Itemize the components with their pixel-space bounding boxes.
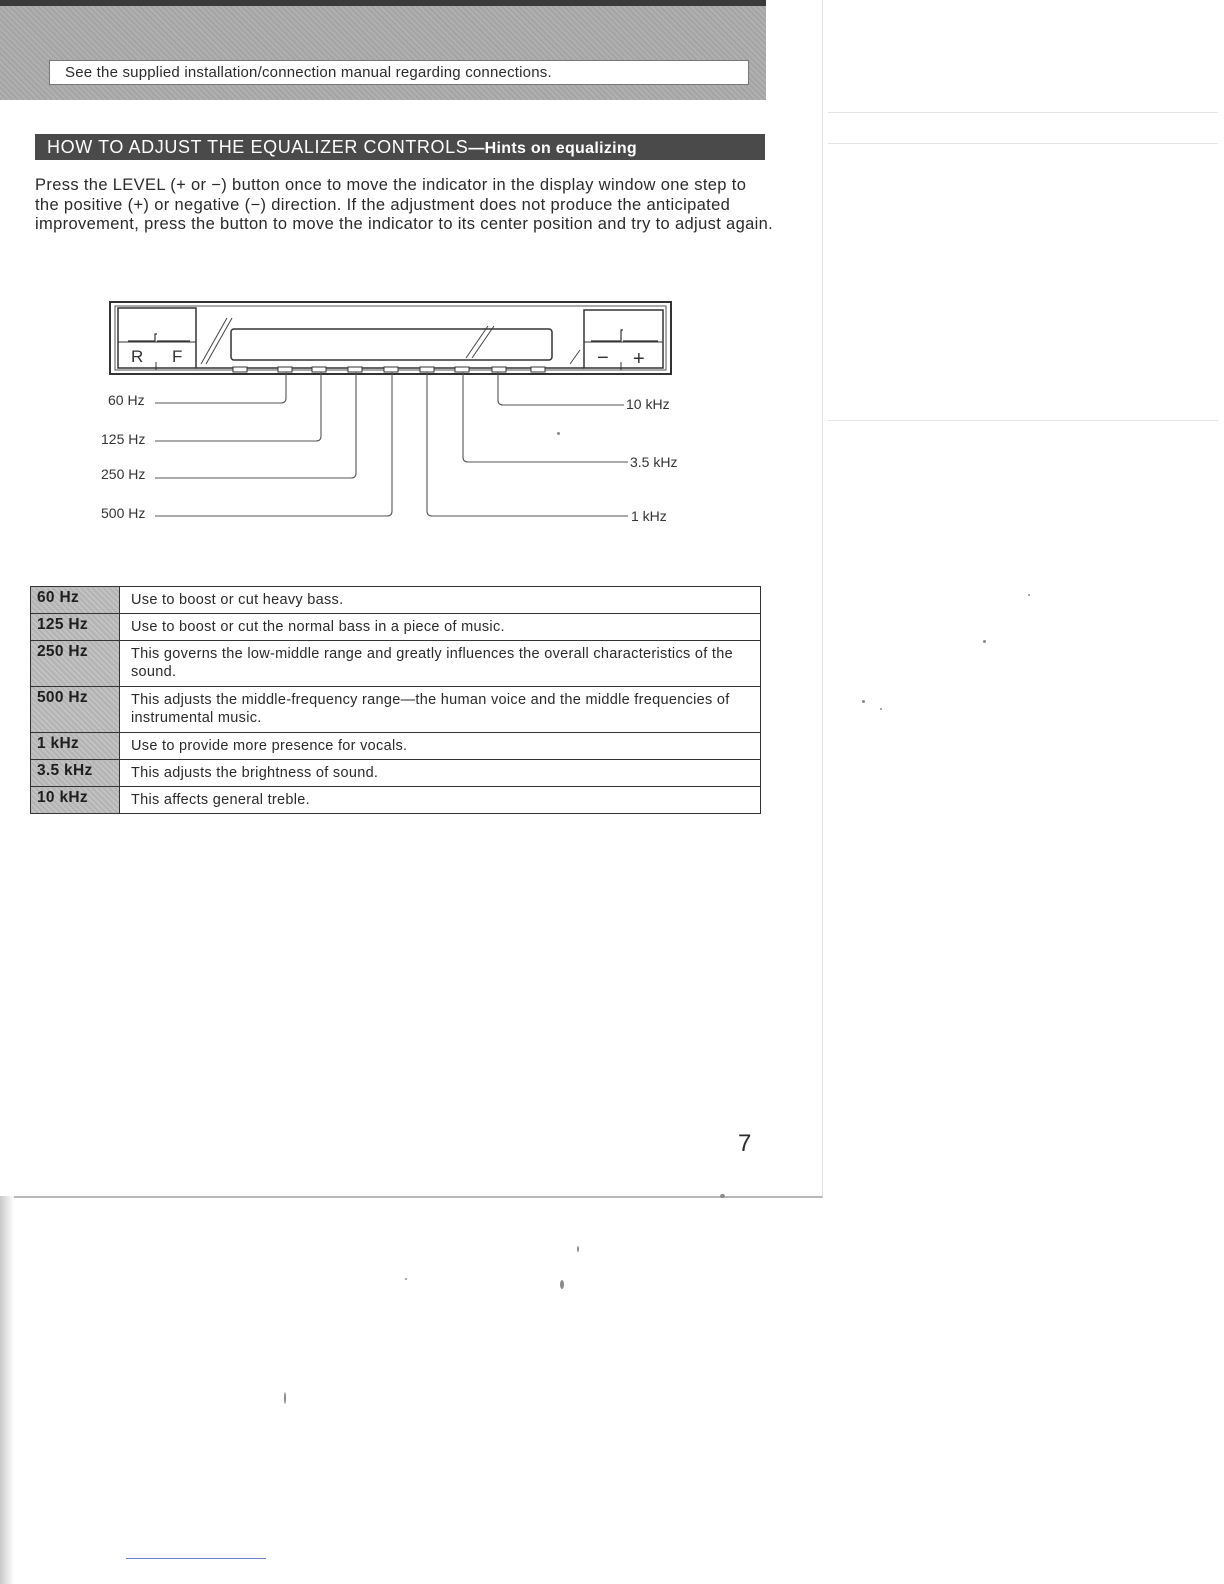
fader-label-f: F bbox=[172, 347, 183, 366]
bottom-rule bbox=[126, 1558, 266, 1559]
band-frequency: 1 kHz bbox=[31, 733, 120, 760]
scan-speck bbox=[557, 432, 560, 435]
adjacent-page-line bbox=[828, 143, 1218, 144]
label-250hz: 250 Hz bbox=[101, 466, 146, 482]
band-button bbox=[312, 367, 326, 372]
leader-10khz bbox=[498, 372, 624, 405]
band-button bbox=[348, 367, 362, 372]
glare-mark bbox=[472, 326, 494, 358]
table-row bbox=[31, 641, 761, 687]
band-button bbox=[384, 367, 398, 372]
unit-outer-frame bbox=[110, 302, 671, 374]
scan-speck bbox=[284, 1392, 286, 1404]
leader-125hz bbox=[155, 372, 321, 441]
equalizer-diagram bbox=[0, 0, 822, 560]
display-window bbox=[231, 329, 552, 360]
level-minus-label: − bbox=[597, 347, 609, 369]
scan-speck bbox=[880, 708, 882, 710]
band-description: Use to boost or cut the normal bass in a piece of music. bbox=[120, 614, 761, 641]
band-description: This governs the low-middle range and greatly influences the overall characteristics of the sound. bbox=[120, 641, 761, 687]
table-row bbox=[31, 733, 761, 760]
band-frequency: 500 Hz bbox=[31, 687, 120, 733]
section-heading-sub: —Hints on equalizing bbox=[468, 140, 638, 157]
scan-speck bbox=[720, 1194, 725, 1198]
adjacent-page-line bbox=[828, 420, 1218, 421]
glare-mark bbox=[206, 318, 232, 364]
leader-60hz bbox=[155, 372, 286, 403]
balance-fader-panel bbox=[118, 308, 196, 368]
band-frequency: 125 Hz bbox=[31, 614, 120, 641]
scan-speck bbox=[1028, 594, 1030, 596]
band-description: This affects general treble. bbox=[120, 787, 761, 814]
band-frequency: 10 kHz bbox=[31, 787, 120, 814]
level-plus-label: + bbox=[633, 348, 645, 370]
band-description: This adjusts the brightness of sound. bbox=[120, 760, 761, 787]
band-button-row bbox=[233, 367, 545, 372]
band-description: This adjusts the middle-frequency range—the human voice and the middle frequencies of instrumental music. bbox=[120, 687, 761, 733]
band-button bbox=[233, 367, 247, 372]
table-row bbox=[31, 787, 761, 814]
label-60hz: 60 Hz bbox=[108, 392, 145, 408]
balance-fader-bracket bbox=[128, 334, 190, 341]
band-button bbox=[420, 367, 434, 372]
band-frequency: 60 Hz bbox=[31, 587, 120, 614]
scan-speck bbox=[560, 1280, 564, 1289]
scan-speck bbox=[983, 640, 986, 643]
band-button bbox=[531, 367, 545, 372]
band-button bbox=[278, 367, 292, 372]
leader-250hz bbox=[155, 372, 356, 478]
glare-mark bbox=[201, 318, 227, 364]
level-panel-bracket bbox=[591, 330, 658, 341]
table-row bbox=[31, 687, 761, 733]
intro-paragraph: Press the LEVEL (+ or −) button once to move the indicator in the display window one step to the positive (+) or negative (−) direction. If the adjustment does not produce the anticipated improvement, press the button to move the indicator to its center position and try to adjust again. bbox=[35, 176, 774, 233]
level-button-panel bbox=[584, 310, 663, 368]
band-description: Use to boost or cut heavy bass. bbox=[120, 587, 761, 614]
leader-3-5khz bbox=[463, 372, 628, 462]
page-number: 7 bbox=[738, 1130, 752, 1157]
balance-label-r: R bbox=[131, 347, 144, 366]
label-10khz: 10 kHz bbox=[626, 396, 670, 412]
table-row bbox=[31, 614, 761, 641]
section-heading-main: HOW TO ADJUST THE EQUALIZER CONTROLS bbox=[47, 137, 469, 157]
leader-1khz bbox=[427, 372, 628, 516]
equalizer-band-table bbox=[30, 586, 761, 814]
table-row bbox=[31, 587, 761, 614]
band-description: Use to provide more presence for vocals. bbox=[120, 733, 761, 760]
leader-lines bbox=[155, 372, 628, 516]
label-125hz: 125 Hz bbox=[101, 431, 146, 447]
scan-edge-shadow bbox=[0, 1196, 14, 1584]
scan-speck bbox=[405, 1278, 407, 1280]
band-button bbox=[455, 367, 469, 372]
scan-speck bbox=[862, 700, 865, 703]
glare-mark bbox=[466, 326, 488, 358]
scan-speck bbox=[577, 1246, 579, 1252]
band-frequency: 3.5 kHz bbox=[31, 760, 120, 787]
band-button bbox=[492, 367, 506, 372]
adjacent-page-line bbox=[828, 112, 1218, 113]
label-1khz: 1 kHz bbox=[631, 508, 667, 524]
connection-notice: See the supplied installation/connection manual regarding connections. bbox=[49, 60, 749, 85]
table-row bbox=[31, 760, 761, 787]
label-3-5khz: 3.5 kHz bbox=[630, 454, 678, 470]
label-500hz: 500 Hz bbox=[101, 505, 146, 521]
band-frequency: 250 Hz bbox=[31, 641, 120, 687]
glare-mark bbox=[570, 350, 580, 364]
